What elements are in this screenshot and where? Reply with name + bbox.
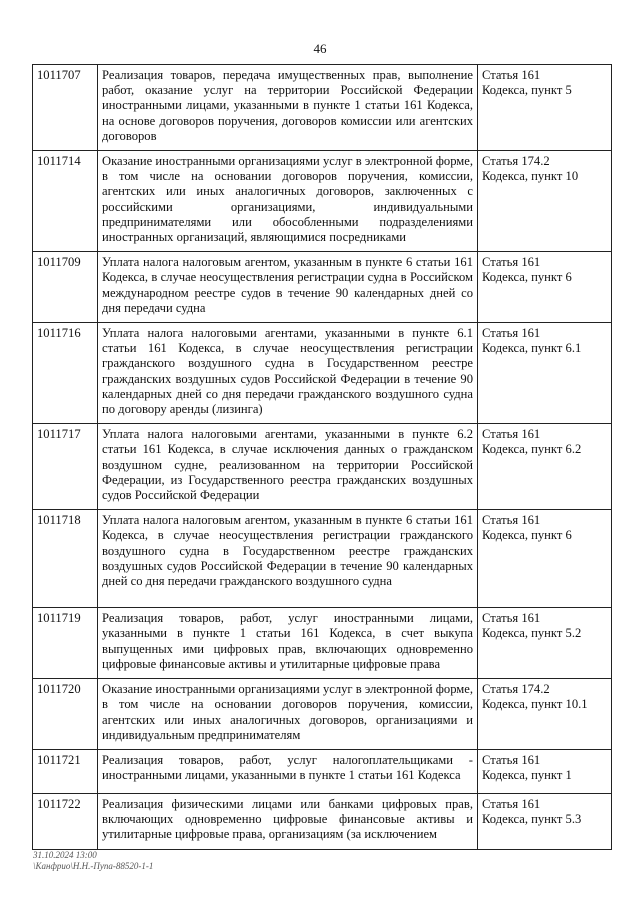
reference-cell xyxy=(478,65,612,151)
reference-clause: Кодекса, пункт 6 xyxy=(482,528,572,543)
reference-cell xyxy=(478,424,612,510)
description-cell: Уплата налога налоговыми агентами, указанными в пункте 6.2 статьи 161 Кодекса, в случае исключения данных о гражданском воздушном судне, реализованном на территории Российской Федерации, из Государственного реестра гражданских воздушных судов Российской Федерации xyxy=(98,424,478,510)
table-row xyxy=(33,151,612,252)
code-cell: 1011707 xyxy=(33,65,98,151)
footer-timestamp: 31.10.2024 13:00 xyxy=(33,850,97,860)
code-cell: 1011714 xyxy=(33,151,98,252)
description-cell: Оказание иностранными организациями услуг в электронной форме, в том числе на основании договоров поручения, комиссии, агентских или иных аналогичных договоров, заключенных с российскими организациями, индивидуальными предпринимателями или обособленными подразделениями иностранных организаций, являющимися посредниками xyxy=(98,151,478,252)
description-cell: Реализация физическими лицами или банками цифровых прав, включающих одновременно цифровые финансовые активы и утилитарные цифровые права, организациям (за исключением xyxy=(98,793,478,849)
footer-file-path: \Канфрио\Н.Н.-Пупа-88520-1-1 xyxy=(33,861,154,871)
reference-article: Статья 174.2 xyxy=(482,682,550,697)
description-cell: Уплата налога налоговым агентом, указанным в пункте 6 статьи 161 Кодекса, в случае неосуществления регистрации гражданского воздушного судна в Государственном реестре гражданских воздушных судов Российской Федерации в течение 90 календарных дней со дня передачи гражданского воздушного судна xyxy=(98,510,478,608)
reference-article: Статья 161 xyxy=(482,752,541,767)
table-row xyxy=(33,510,612,608)
table-row xyxy=(33,424,612,510)
reference-article: Статья 161 xyxy=(482,255,541,270)
reference-clause: Кодекса, пункт 10.1 xyxy=(482,697,588,712)
code-cell: 1011722 xyxy=(33,793,98,849)
table-row xyxy=(33,749,612,793)
reference-article: Статья 161 xyxy=(482,513,541,528)
code-cell: 1011716 xyxy=(33,323,98,424)
code-cell: 1011717 xyxy=(33,424,98,510)
reference-clause: Кодекса, пункт 5.3 xyxy=(482,812,582,827)
table-row xyxy=(33,608,612,679)
reference-cell xyxy=(478,510,612,608)
table-row xyxy=(33,793,612,849)
reference-clause: Кодекса, пункт 6 xyxy=(482,270,572,285)
description-cell: Уплата налога налоговыми агентами, указанными в пункте 6.1 статьи 161 Кодекса, в случае неосуществления регистрации гражданского воздушного судна в Государственном реестре гражданских воздушных судов Российской Федерации в течение 90 календарных дней со дня передачи гражданского воздушного судна по договору аренды (лизинга) xyxy=(98,323,478,424)
table-row xyxy=(33,252,612,323)
reference-cell xyxy=(478,793,612,849)
code-cell: 1011709 xyxy=(33,252,98,323)
reference-article: Статья 174.2 xyxy=(482,154,550,169)
reference-clause: Кодекса, пункт 5 xyxy=(482,83,572,98)
description-cell: Реализация товаров, работ, услуг налогоплательщиками - иностранными лицами, указанными в пункте 1 статьи 161 Кодекса xyxy=(98,749,478,793)
reference-cell xyxy=(478,323,612,424)
reference-article: Статья 161 xyxy=(482,427,541,442)
reference-article: Статья 161 xyxy=(482,796,541,811)
description-cell: Уплата налога налоговым агентом, указанным в пункте 6 статьи 161 Кодекса, в случае неосуществления регистрации судна в Российском международном реестре судов в течение 90 календарных дней со дня передачи судна xyxy=(98,252,478,323)
reference-clause: Кодекса, пункт 6.1 xyxy=(482,341,582,356)
description-cell: Оказание иностранными организациями услуг в электронной форме, в том числе на основании договоров поручения, комиссии, агентских или иных аналогичных договоров, организациями и индивидуальным предпринимателям xyxy=(98,679,478,750)
code-cell: 1011720 xyxy=(33,679,98,750)
table-row xyxy=(33,323,612,424)
page-number: 46 xyxy=(313,41,327,56)
table-row xyxy=(33,65,612,151)
document-footer xyxy=(33,850,153,872)
reference-cell xyxy=(478,252,612,323)
reference-clause: Кодекса, пункт 1 xyxy=(482,768,572,783)
reference-clause: Кодекса, пункт 6.2 xyxy=(482,442,582,457)
reference-clause: Кодекса, пункт 5.2 xyxy=(482,626,582,641)
code-cell: 1011721 xyxy=(33,749,98,793)
description-cell: Реализация товаров, работ, услуг иностранными лицами, указанными в пункте 1 статьи 161 Кодекса, в счет выкупа выпущенных ими цифровых прав, включающих одновременно цифровые финансовые активы и утилитарные цифровые права xyxy=(98,608,478,679)
reference-cell xyxy=(478,608,612,679)
table-row xyxy=(33,679,612,750)
code-cell: 1011719 xyxy=(33,608,98,679)
reference-article: Статья 161 xyxy=(482,68,541,82)
reference-cell xyxy=(478,679,612,750)
reference-clause: Кодекса, пункт 10 xyxy=(482,169,579,184)
code-cell: 1011718 xyxy=(33,510,98,608)
reference-article: Статья 161 xyxy=(482,326,541,341)
reference-article: Статья 161 xyxy=(482,611,541,626)
reference-cell xyxy=(478,151,612,252)
description-cell: Реализация товаров, передача имущественных прав, выполнение работ, оказание услуг на территории Российской Федерации иностранными лицами, указанными в пункте 1 статьи 161 Кодекса, на основе договоров поручения, договоров комиссии или агентских договоров xyxy=(98,65,478,151)
code-table xyxy=(32,64,612,850)
reference-cell xyxy=(478,749,612,793)
